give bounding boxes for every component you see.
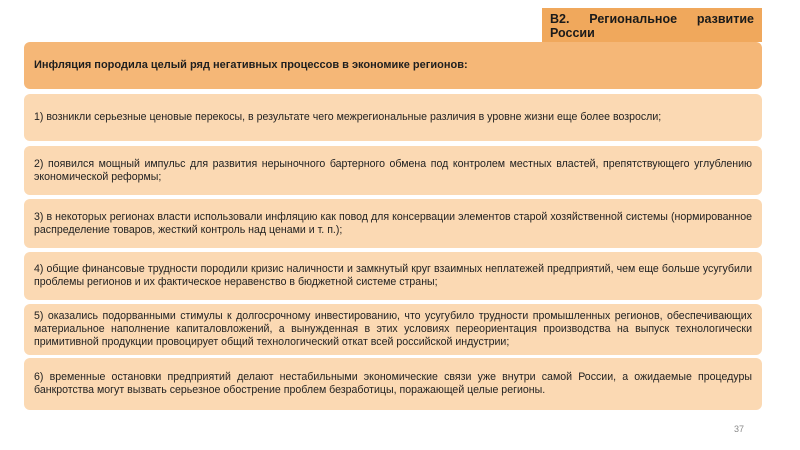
section-tag-line1: B2. Региональное развитие (550, 12, 754, 26)
list-item (24, 146, 762, 195)
list-item (24, 199, 762, 248)
page-number: 37 (733, 424, 744, 434)
list-item-text: 6) временные остановки предприятий делают нестабильными экономические связи уже внутри самой России, а ожидаемые процедуры банкротства могут вызвать серьезное обострение проблем безработицы, поражающей целые регионы. (34, 371, 752, 396)
list-item-text: 3) в некоторых регионах власти использовали инфляцию как повод для консервации элементов старой хозяйственной системы (нормированное распределение товаров, жесткий контроль над ценами и т. п.); (34, 210, 752, 236)
section-tag (542, 8, 762, 42)
list-item (24, 252, 762, 300)
list-item (24, 358, 762, 410)
header-box (24, 42, 762, 89)
header-text: Инфляция породила целый ряд негативных процессов в экономике регионов: (34, 59, 468, 71)
list-item-text: 5) оказались подорванными стимулы к долгосрочному инвестированию, что усугубило трудности промышленных регионов, обеспечивающих материальное наполнение капиталовложений, а вынужденная в этих условиях переориентация производства на выпуск технологически примитивной продукции провоцирует общий технологический откат всей российской индустрии; (34, 310, 752, 348)
section-tag-line2: России (550, 26, 595, 40)
list-item-text: 4) общие финансовые трудности породили кризис наличности и замкнутый круг взаимных неплатежей предприятий, чем еще больше усугубили проблемы регионов и их фактическое неравенство в бюджетной системе страны; (34, 263, 752, 288)
list-item (24, 94, 762, 141)
list-item (24, 304, 762, 355)
list-item-text: 2) появился мощный импульс для развития нерыночного бартерного обмена под контролем местных властей, препятствующего углублению экономической реформы; (34, 157, 752, 183)
list-item-text: 1) возникли серьезные ценовые перекосы, в результате чего межрегиональные различия в уровне жизни еще более возросли; (34, 111, 662, 123)
